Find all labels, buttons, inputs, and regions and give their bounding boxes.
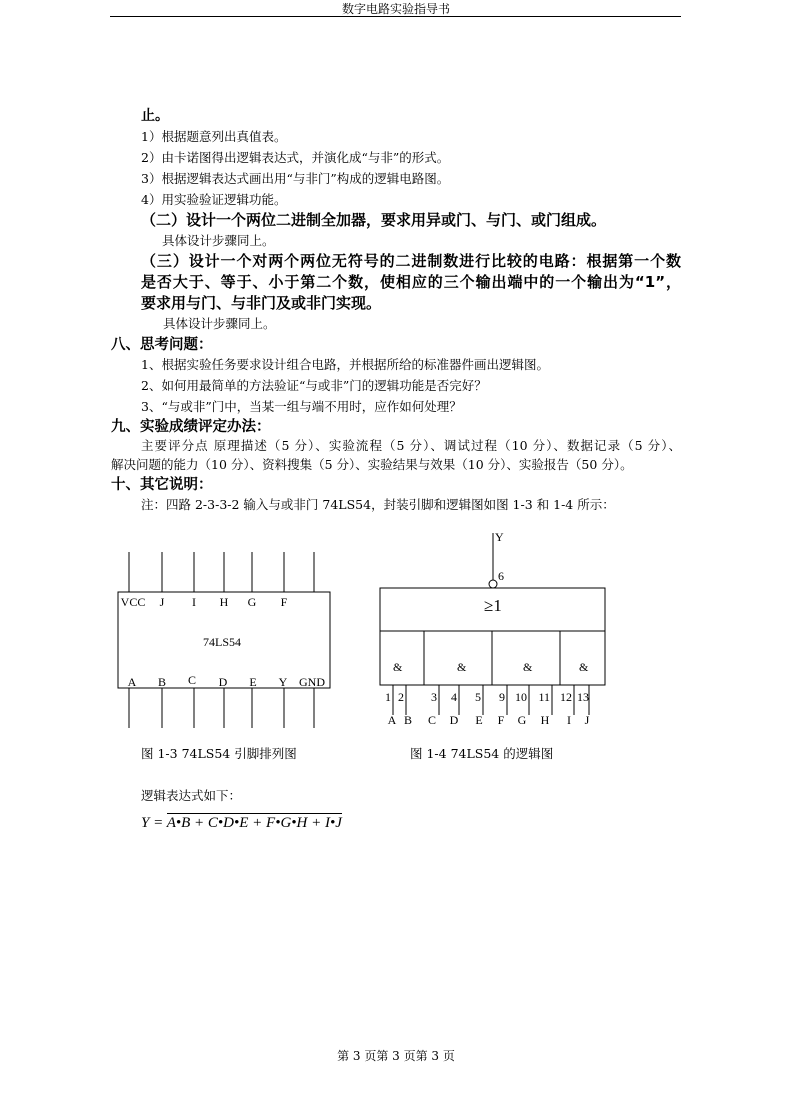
step-2: 2）由卡诺图得出逻辑表达式，并演化成“与非”的形式。	[141, 150, 450, 165]
pin-label-a: A	[127, 675, 137, 689]
inversion-bubble	[489, 580, 497, 588]
pin-number-13: 13	[577, 690, 589, 704]
task-3-line-3: 要求用与门、与非门及或非门实现。	[141, 294, 382, 312]
pin-number-12: 12	[560, 690, 572, 704]
input-b: B	[403, 713, 413, 727]
input-a: A	[387, 713, 397, 727]
section-9-title: 九、实验成绩评定办法：	[111, 419, 271, 435]
and-gate-4	[560, 631, 605, 685]
pin-label-vcc: VCC	[120, 595, 146, 609]
step-3: 3）根据逻辑表达式画出用“与非门”构成的逻辑电路图。	[141, 171, 450, 186]
grading-line-2: 解决问题的能力（10 分）、资料搜集（5 分）、实验结果与效果（10 分）、实验报告（50 分）。	[111, 457, 633, 472]
section-8-title: 八、思考问题：	[111, 337, 213, 353]
pin-label-d: D	[218, 675, 228, 689]
logic-expression	[141, 815, 342, 832]
formula-lhs: Y =	[141, 815, 167, 831]
input-d: D	[449, 713, 459, 727]
question-3: 3、“与或非”门中，当某一组与端不用时，应作如何处理？	[141, 399, 462, 414]
task-3-line-2: 是否大于、等于、小于第二个数，使相应的三个输出端中的一个输出为“1”，	[141, 273, 681, 291]
header-rule	[110, 16, 681, 17]
task-2-note: 具体设计步骤同上。	[162, 233, 275, 248]
task-2: （二）设计一个两位二进制全加器，要求用异或门、与门、或门组成。	[141, 211, 607, 229]
and-gate-2	[424, 631, 492, 685]
pin-label-b: B	[157, 675, 167, 689]
formula-intro: 逻辑表达式如下：	[141, 788, 242, 803]
and-gate-3	[492, 631, 560, 685]
input-e: E	[475, 713, 483, 727]
figure-note: 注：四路 2-3-3-2 输入与或非门 74LS54，封装引脚和逻辑图如图 1-3 和 1-4 所示：	[141, 497, 615, 512]
grading-line-1: 主要评分点 原理描述（5 分）、实验流程（5 分）、调试过程（10 分）、数据记录（5 分）、	[141, 438, 681, 453]
pin-number-2: 2	[398, 690, 404, 704]
figure-1-4-caption: 图 1-4 74LS54 的逻辑图	[410, 746, 554, 761]
pin-label-f: F	[280, 595, 288, 609]
pin-label-e: E	[249, 675, 257, 689]
question-1: 1、根据实验任务要求设计组合电路，并根据所给的标准器件画出逻辑图。	[141, 357, 549, 372]
figure-1-4-logic	[370, 525, 620, 735]
input-h: H	[540, 713, 550, 727]
or-symbol: ≥1	[484, 596, 502, 615]
step-4: 4）用实验验证逻辑功能。	[141, 192, 287, 207]
continued-text: 止。	[141, 108, 169, 124]
section-10-title: 十、其它说明：	[111, 477, 213, 493]
input-i: I	[567, 713, 571, 727]
figure-1-3-pinout	[105, 545, 345, 735]
formula-rhs: A•B + C•D•E + F•G•H + I•J	[166, 815, 342, 831]
output-label: Y	[495, 530, 504, 544]
pin-number-11: 11	[538, 690, 550, 704]
input-f: F	[497, 713, 505, 727]
and-symbol-3: &	[523, 660, 533, 674]
and-symbol-1: &	[393, 660, 403, 674]
pin-number-3: 3	[431, 690, 437, 704]
and-gate-1	[380, 631, 424, 685]
task-3-note: 具体设计步骤同上。	[163, 316, 276, 331]
pin-number-5: 5	[475, 690, 481, 704]
question-2: 2、如何用最简单的方法验证“与或非”门的逻辑功能是否完好？	[141, 378, 487, 393]
pin-label-g: G	[247, 595, 257, 609]
chip-name: 74LS54	[202, 635, 242, 649]
pin-number-4: 4	[451, 690, 457, 704]
pin-number-10: 10	[515, 690, 527, 704]
pin-label-c: C	[187, 673, 197, 687]
and-symbol-2: &	[457, 660, 467, 674]
input-j: J	[584, 713, 590, 727]
page-footer: 第 3 页第 3 页第 3 页	[337, 1049, 455, 1063]
step-1: 1）根据题意列出真值表。	[141, 129, 287, 144]
pin-label-h: H	[219, 595, 229, 609]
running-header: 数字电路实验指导书	[341, 2, 450, 16]
pin-label-j: J	[159, 595, 165, 609]
and-symbol-4: &	[579, 660, 589, 674]
pin-number-1: 1	[385, 690, 391, 704]
input-c: C	[427, 713, 437, 727]
pin-label-i: I	[192, 595, 196, 609]
input-g: G	[517, 713, 527, 727]
task-3-line-1: （三）设计一个对两个两位无符号的二进制数进行比较的电路：根据第一个数	[141, 252, 681, 270]
pin-label-gnd: GND	[299, 675, 325, 689]
output-pin-number: 6	[498, 569, 504, 583]
pin-number-9: 9	[499, 690, 505, 704]
pin-label-y: Y	[278, 675, 288, 689]
figure-1-3-caption: 图 1-3 74LS54 引脚排列图	[141, 746, 297, 761]
